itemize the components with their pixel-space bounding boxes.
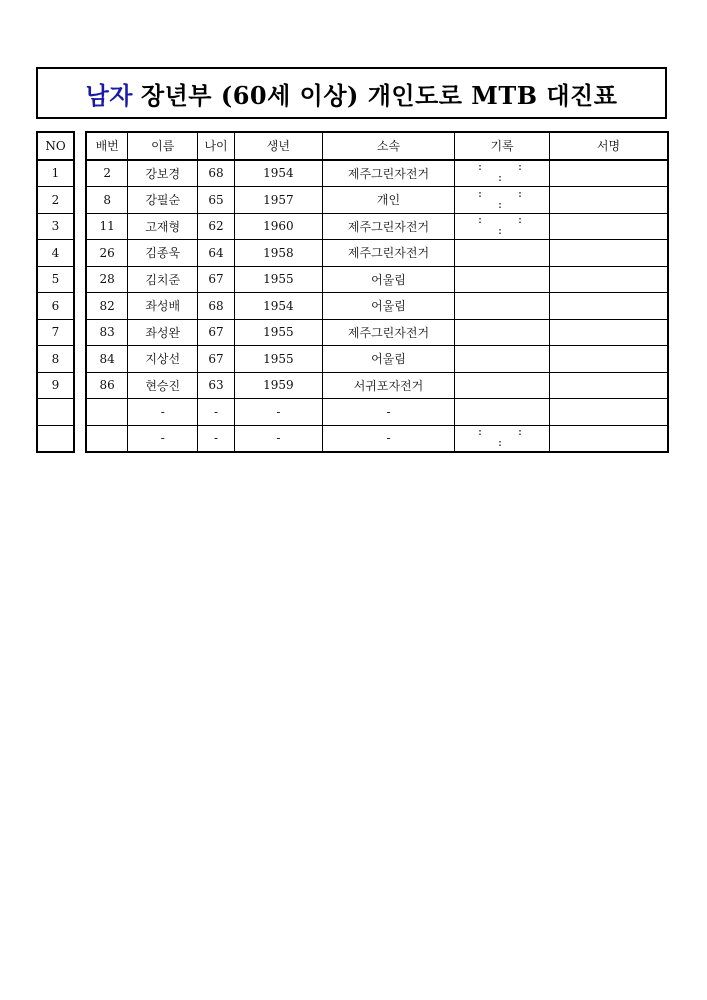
cell-record: : : : [455,425,550,452]
cell-sign [549,425,668,452]
cell-sign [549,399,668,426]
table-row [86,293,668,320]
cell-age: 65 [198,187,235,214]
no-row [37,187,74,214]
table-row [86,372,668,399]
cell-age: - [198,399,235,426]
cell-age: 67 [198,266,235,293]
no-row [37,346,74,373]
cell-team: 제주그린자전거 [322,319,454,346]
cell-sign [549,266,668,293]
no-row [37,319,74,346]
cell-team: - [322,399,454,426]
cell-bib: 11 [86,213,128,240]
cell-name: - [128,399,198,426]
cell-year: 1955 [235,319,323,346]
cell-sign [549,293,668,320]
no-column-table [36,131,75,453]
no-row [37,425,74,452]
cell-record [455,372,550,399]
cell-record [455,293,550,320]
no-row [37,213,74,240]
cell-team: 서귀포자전거 [322,372,454,399]
table-row [86,425,668,452]
cell-year: 1954 [235,293,323,320]
cell-team: - [322,425,454,452]
header-name: 이름 [128,132,198,160]
cell-name: 김종욱 [128,240,198,267]
cell-year: 1957 [235,187,323,214]
cell-bib [86,425,128,452]
table-row [86,266,668,293]
cell-name: 강필순 [128,187,198,214]
cell-team: 제주그린자전거 [322,160,454,187]
cell-sign [549,372,668,399]
cell-year: - [235,425,323,452]
cell-year: 1955 [235,266,323,293]
cell-record: : : : [455,160,550,187]
cell-year: 1960 [235,213,323,240]
cell-team: 개인 [322,187,454,214]
cell-sign [549,346,668,373]
cell-sign [549,240,668,267]
no-row [37,399,74,426]
cell-team: 어울림 [322,293,454,320]
header-row [86,132,668,160]
cell-name: 지상선 [128,346,198,373]
no-row [37,160,74,187]
cell-bib: 84 [86,346,128,373]
cell-sign [549,319,668,346]
cell-bib: 82 [86,293,128,320]
cell-bib: 2 [86,160,128,187]
cell-sign [549,160,668,187]
no-row [37,240,74,267]
table-row [86,346,668,373]
cell-name: 좌성완 [128,319,198,346]
header-year: 생년 [235,132,323,160]
cell-age: - [198,425,235,452]
table-row [86,187,668,214]
cell-age: 68 [198,293,235,320]
cell-year: 1959 [235,372,323,399]
header-bib: 배번 [86,132,128,160]
header-record: 기록 [455,132,550,160]
title-text: 장년부 (60세 이상) 개인도로 MTB 대진표 [140,80,618,110]
cell-bib: 83 [86,319,128,346]
header-team: 소속 [322,132,454,160]
cell-year: 1954 [235,160,323,187]
cell-bib: 86 [86,372,128,399]
cell-name: 좌성배 [128,293,198,320]
cell-name: 김치준 [128,266,198,293]
cell-name: 강보경 [128,160,198,187]
cell-no: 3 [37,213,74,240]
cell-age: 67 [198,346,235,373]
table-row [86,213,668,240]
no-header: NO [37,132,74,160]
table-row [86,399,668,426]
cell-no: 5 [37,266,74,293]
cell-year: - [235,399,323,426]
cell-age: 68 [198,160,235,187]
cell-no: 7 [37,319,74,346]
cell-bib: 26 [86,240,128,267]
cell-team: 어울림 [322,266,454,293]
cell-team: 제주그린자전거 [322,213,454,240]
no-row [37,266,74,293]
cell-record: : : : [455,187,550,214]
cell-sign [549,213,668,240]
cell-record [455,266,550,293]
cell-year: 1958 [235,240,323,267]
cell-bib: 8 [86,187,128,214]
cell-age: 67 [198,319,235,346]
cell-no: 8 [37,346,74,373]
page-title [36,67,667,119]
cell-name: - [128,425,198,452]
table-row [86,319,668,346]
cell-no: 6 [37,293,74,320]
cell-no [37,425,74,452]
cell-sign [549,187,668,214]
no-row [37,293,74,320]
cell-no: 1 [37,160,74,187]
cell-bib: 28 [86,266,128,293]
cell-no: 9 [37,372,74,399]
no-row [37,372,74,399]
cell-year: 1955 [235,346,323,373]
cell-record [455,319,550,346]
cell-no: 4 [37,240,74,267]
cell-record [455,240,550,267]
cell-team: 제주그린자전거 [322,240,454,267]
cell-age: 64 [198,240,235,267]
header-age: 나이 [198,132,235,160]
cell-age: 62 [198,213,235,240]
table-row [86,160,668,187]
table-row [86,240,668,267]
cell-record [455,399,550,426]
cell-age: 63 [198,372,235,399]
cell-record: : : : [455,213,550,240]
cell-no: 2 [37,187,74,214]
cell-name: 고재형 [128,213,198,240]
title-accent: 남자 [85,80,133,110]
cell-name: 현승진 [128,372,198,399]
cell-no [37,399,74,426]
cell-record [455,346,550,373]
cell-team: 어울림 [322,346,454,373]
header-sign: 서명 [549,132,668,160]
bracket-table [85,131,669,453]
cell-bib [86,399,128,426]
